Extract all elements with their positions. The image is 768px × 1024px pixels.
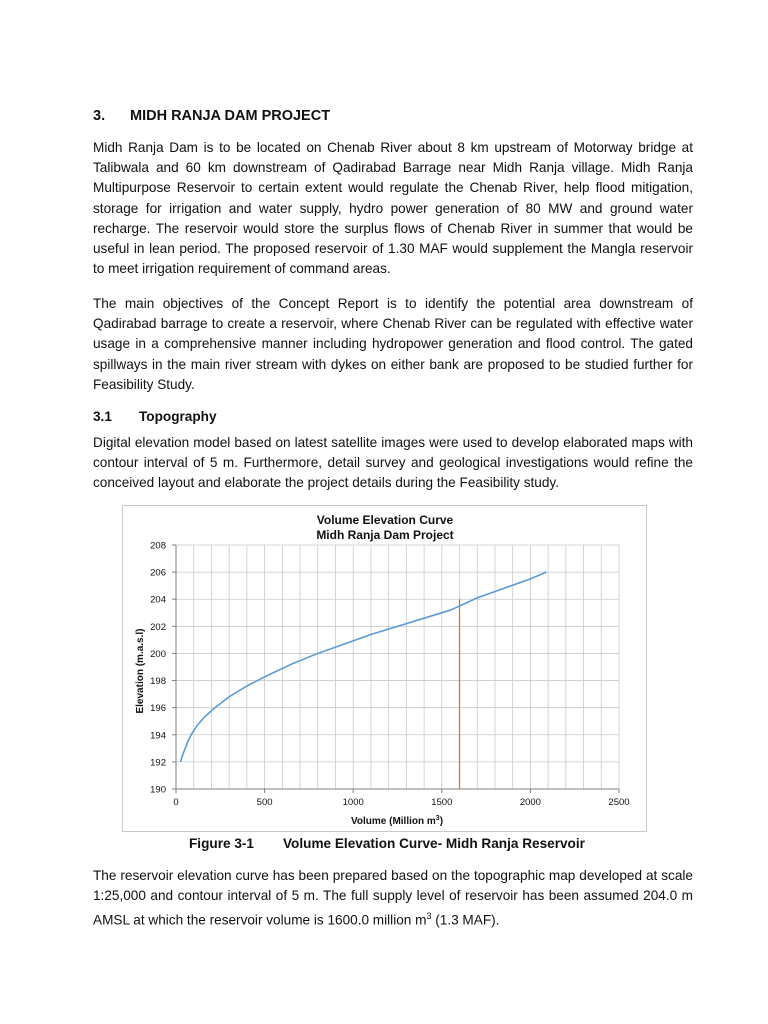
paragraph-text-start: The reservoir elevation curve has been prepared based on the topographic map developed at scale 1:25,000 and contour interval of 5 m. The full supply level of reservoir has been assumed 204.0 m AMSL at which the reservoir volume is 1600.0 million m xyxy=(93,868,693,928)
volume-elevation-chart xyxy=(122,505,647,832)
y-tick-label: 194 xyxy=(150,730,166,742)
y-tick-label: 196 xyxy=(150,703,166,715)
section-heading xyxy=(93,108,330,124)
chart-canvas xyxy=(123,506,646,831)
section-number: 3. xyxy=(93,108,106,124)
chart-subtitle: Midh Ranja Dam Project xyxy=(316,528,454,542)
subsection-heading xyxy=(93,409,217,424)
y-tick-label: 198 xyxy=(150,676,166,688)
paragraph-reservoir-curve xyxy=(93,866,693,931)
figure-caption xyxy=(189,836,585,851)
y-tick-label: 190 xyxy=(150,784,166,796)
subsection-title: Topography xyxy=(139,409,217,424)
x-axis-label: Volume (Million $m^3$) xyxy=(350,815,444,827)
x-tick-label: 2500 xyxy=(608,797,630,808)
y-axis-label: Elevation (m.a.s.l) xyxy=(135,628,146,714)
paragraph-objectives: The main objectives of the Concept Report is to identify the potential area downstream of Qadirabad barrage to create a reservoir, where Chenab River can be regulated with effective water usage in a comprehensive manner including hydropower generation and flood control. The gated spillways in the main river stream with dykes on either bank are proposed to be studied further for Feasibility Study. xyxy=(93,296,693,392)
y-tick-label: 208 xyxy=(150,540,166,552)
y-tick-label: 206 xyxy=(150,567,166,579)
subsection-number: 3.1 xyxy=(93,409,112,424)
x-tick-label: 1500 xyxy=(431,797,453,808)
x-tick-label: 2000 xyxy=(519,797,541,808)
x-tick-label: 0 xyxy=(173,797,179,808)
volume-elevation-line xyxy=(180,572,546,762)
y-tick-label: 204 xyxy=(150,594,166,606)
y-tick-label: 192 xyxy=(150,757,166,769)
y-tick-label: 202 xyxy=(150,621,166,633)
x-tick-label: 1000 xyxy=(342,797,364,808)
y-tick-label: 200 xyxy=(150,648,166,660)
paragraph-dam-location: Midh Ranja Dam is to be located on Chenab River about 8 km upstream of Motorway bridge at Talibwala and 60 km downstream of Qadirabad Barrage near Midh Ranja village. Midh Ranja Multipurpose Reservoir to certain extent would regulate the Chenab River, help flood mitigation, storage for irrigation and water supply, hydro power generation of 80 MW and ground water recharge. The reservoir would store the surplus flows of Chenab River in summer that would be useful in lean period. The proposed reservoir of 1.30 MAF would supplement the Mangla reservoir to meet irrigation requirement of command areas. xyxy=(93,140,693,277)
x-tick-label: 500 xyxy=(256,797,273,808)
figure-caption-text: Volume Elevation Curve- Midh Ranja Reservoir xyxy=(283,836,585,851)
figure-number: Figure 3-1 xyxy=(189,836,254,851)
superscript-3: 3 xyxy=(426,911,432,922)
section-title: MIDH RANJA DAM PROJECT xyxy=(130,108,331,124)
paragraph-text-end: (1.3 MAF). xyxy=(431,912,500,928)
chart-title: Volume Elevation Curve xyxy=(316,513,454,527)
paragraph-topography: Digital elevation model based on latest satellite images were used to develop elaborated maps with contour interval of 5 m. Furthermore, detail survey and geological investigations would refine the conceived layout and elaborate the project details during the Feasibility study. xyxy=(93,435,693,491)
